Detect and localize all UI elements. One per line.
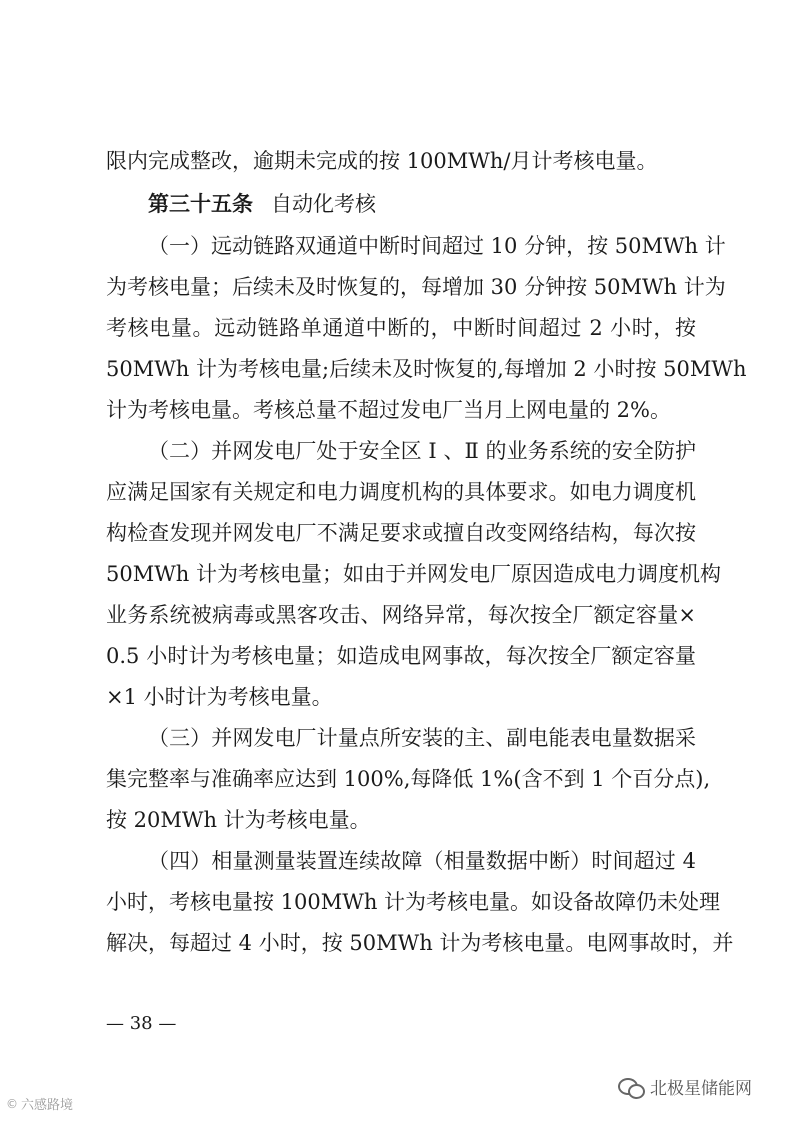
article-title: 自动化考核 (271, 192, 376, 216)
page-number: — 38 — (106, 1013, 177, 1034)
text-line: （四）相量测量装置连续故障（相量数据中断）时间超过 4 (148, 849, 696, 873)
watermark-logo-icon: © (6, 1096, 18, 1111)
text-line: 计为考核电量。考核总量不超过发电厂当月上网电量的 2%。 (106, 398, 671, 422)
article-heading (148, 190, 376, 218)
text-line: 集完整率与准确率应达到 100%,每降低 1%(含不到 1 个百分点), (106, 767, 711, 791)
text-line: 考核电量。远动链路单通道中断的，中断时间超过 2 小时，按 (106, 316, 696, 340)
text-line: 解决，每超过 4 小时，按 50MWh 计为考核电量。电网事故时，并 (106, 931, 734, 955)
text-line: 限内完成整改，逾期未完成的按 100MWh/月计考核电量。 (106, 149, 658, 173)
text-line: 按 20MWh 计为考核电量。 (106, 808, 371, 832)
text-line: 50MWh 计为考核电量;后续未及时恢复的,每增加 2 小时按 50MWh (106, 357, 747, 381)
text-line: 业务系统被病毒或黑客攻击、网络异常，每次按全厂额定容量× (106, 603, 696, 627)
text-line: 应满足国家有关规定和电力调度机构的具体要求。如电力调度机 (106, 480, 696, 504)
article-number: 第三十五条 (148, 191, 253, 216)
text-line: 为考核电量；后续未及时恢复的，每增加 30 分钟按 50MWh 计为 (106, 275, 726, 299)
text-line: 构检查发现并网发电厂不满足要求或擅自改变网络结构，每次按 (106, 521, 696, 545)
wechat-icon (618, 1077, 644, 1097)
text-line: （三）并网发电厂计量点所安装的主、副电能表电量数据采 (148, 726, 696, 750)
watermark-left-text: 六感路境 (21, 1098, 74, 1113)
text-line: ×1 小时计为考核电量。 (106, 685, 333, 709)
text-line: 0.5 小时计为考核电量；如造成电网事故，每次按全厂额定容量 (106, 644, 696, 668)
watermark-left (6, 1094, 73, 1113)
watermark-right (618, 1074, 752, 1099)
text-line: （一）远动链路双通道中断时间超过 10 分钟，按 50MWh 计 (148, 234, 726, 258)
text-line: 50MWh 计为考核电量；如由于并网发电厂原因造成电力调度机构 (106, 562, 722, 586)
text-line: 小时，考核电量按 100MWh 计为考核电量。如设备故障仍未处理 (106, 890, 721, 914)
watermark-right-text: 北极星储能网 (650, 1079, 752, 1099)
text-line: （二）并网发电厂处于安全区 Ⅰ 、Ⅱ 的业务系统的安全防护 (148, 439, 696, 463)
